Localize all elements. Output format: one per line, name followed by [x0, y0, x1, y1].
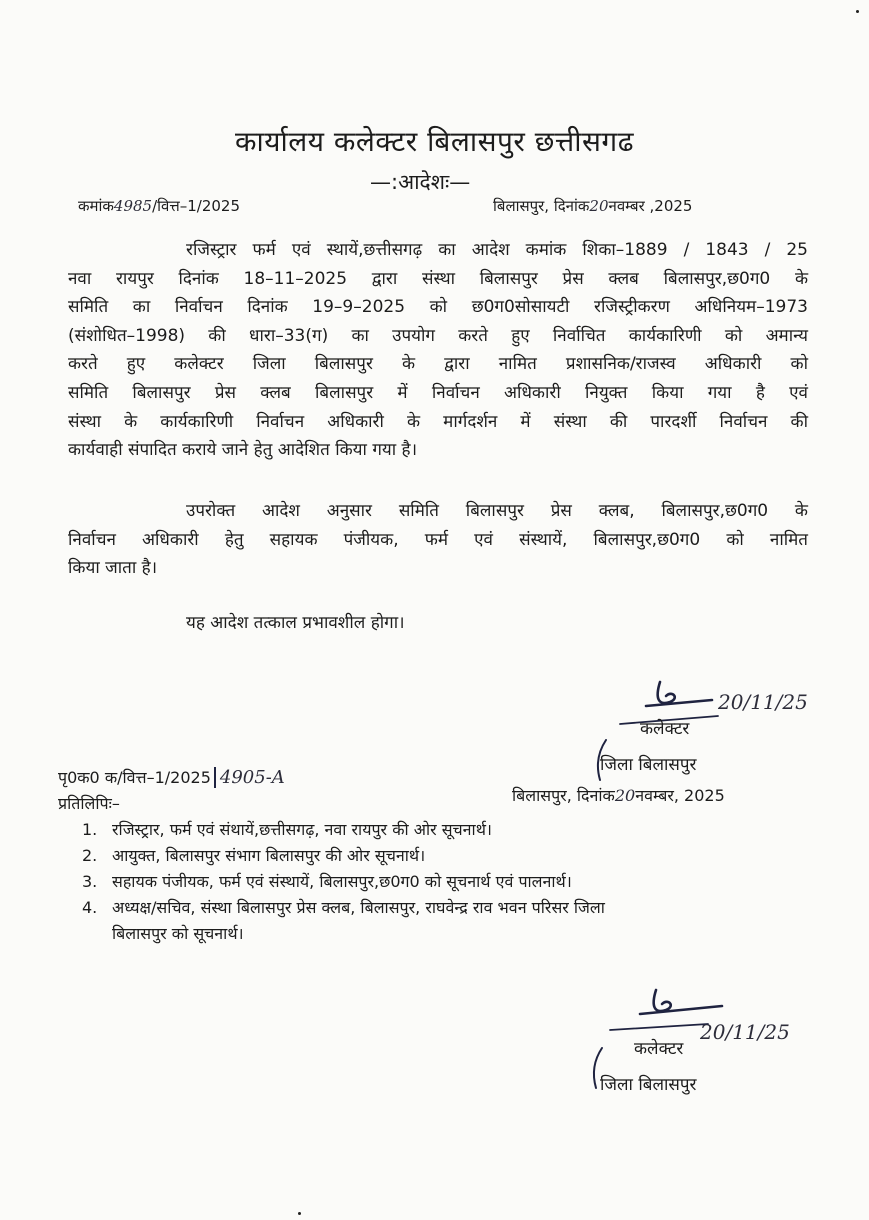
list-item-number: 2. [82, 846, 98, 865]
list-item-text: रजिस्ट्रार, फर्म एवं संथायें,छत्तीसगढ़, नवा रायपुर की ओर सूचनार्थ। [112, 820, 492, 839]
reference-suffix: /वित्त–1/2025 [152, 197, 241, 215]
copy-list [82, 817, 605, 947]
paragraph-3: यह आदेश तत्काल प्रभावशील होगा। [186, 613, 405, 633]
endorsement-date [512, 784, 725, 806]
date-handwritten-day: 20 [589, 197, 609, 215]
endorsement-date-suffix: नवम्बर, 2025 [635, 786, 725, 805]
list-item-number: 1. [82, 820, 98, 839]
signature-2-handwritten-date: 20/11/25 [700, 1020, 790, 1044]
list-item [82, 869, 605, 895]
paragraph-2-line: उपरोक्त आदेश अनुसार समिति बिलासपुर प्रेस क्लब, बिलासपुर,छ0ग0 के [186, 501, 808, 521]
list-item-number: 4. [82, 898, 98, 917]
signature-2-district: जिला बिलासपुर [600, 1075, 697, 1095]
paragraph-1-line: कार्यवाही संपादित कराये जाने हेतु आदेशित किया गया है। [68, 440, 418, 461]
date-suffix: नवम्बर ,2025 [608, 197, 693, 215]
copy-label: प्रतिलिपिः– [58, 794, 120, 813]
paragraph-1-line: समिति बिलासपुर प्रेस क्लब बिलासपुर में निर्वाचन अधिकारी नियुक्त किया गया है एवं [68, 382, 808, 403]
office-title: कार्यालय कलेक्टर बिलासपुर छत्तीसगढ [235, 125, 634, 158]
paragraph-1-line: समिति का निर्वाचन दिनांक 19–9–2025 को छ0ग0सोसायटी रजिस्ट्रीकरण अधिनियम–1973 [68, 297, 808, 318]
paragraph-1-line: (संशोधित–1998) की धारा–33(ग) का उपयोग करते हुए निर्वाचित कार्यकारिणी को अमान्य [68, 325, 808, 346]
signature-2-tick [588, 1046, 608, 1090]
list-item-continuation: बिलासपुर को सूचनार्थ। [112, 924, 244, 943]
endorsement-ref-handwritten: 4905-A [214, 767, 285, 788]
list-item-number: 3. [82, 872, 98, 891]
paragraph-1-line: रजिस्ट्रार फर्म एवं स्थायें,छत्तीसगढ़ का आदेश कमांक शिका–1889 / 1843 / 25 [186, 240, 808, 260]
signature-1-district: जिला बिलासपुर [600, 755, 697, 775]
endorsement-date-prefix: बिलासपुर, दिनांक [512, 786, 615, 805]
list-item-text: सहायक पंजीयक, फर्म एवं संस्थायें, बिलासपुर,छ0ग0 को सूचनार्थ एवं पालनार्थ। [112, 872, 572, 891]
paragraph-2-line: निर्वाचन अधिकारी हेतु सहायक पंजीयक, फर्म एवं संस्थायें, बिलासपुर,छ0ग0 को नामित [68, 529, 808, 550]
endorsement-reference [58, 766, 285, 788]
paragraph-1-line: करते हुए कलेक्टर जिला बिलासपुर के द्वारा नामित प्रशासनिक/राजस्व अधिकारी को [68, 354, 808, 375]
date-prefix: बिलासपुर, दिनांक [493, 197, 590, 215]
endorsement-date-handwritten-day: 20 [614, 786, 636, 805]
reference-number [78, 196, 240, 216]
list-item [82, 895, 605, 947]
paragraph-1-line: नवा रायपुर दिनांक 18–11–2025 द्वारा संस्था बिलासपुर प्रेस क्लब बिलासपुर,छ0ग0 के [68, 268, 808, 289]
reference-prefix: कमांक [78, 197, 114, 215]
paragraph-1 [68, 236, 808, 465]
edge-mark [298, 1212, 301, 1215]
paragraph-1-line: संस्था के कार्यकारिणी निर्वाचन अधिकारी के मार्गदर्शन में संस्था की पारदर्शी निर्वाचन की [68, 411, 808, 432]
list-item-text: अध्यक्ष/सचिव, संस्था बिलासपुर प्रेस क्लब, बिलासपुर, राघवेन्द्र राव भवन परिसर जिला [112, 898, 605, 917]
list-item-text: आयुक्त, बिलासपुर संभाग बिलासपुर की ओर सूचनार्थ। [112, 846, 426, 865]
signature-2-designation: कलेक्टर [634, 1039, 684, 1059]
paragraph-2 [68, 497, 808, 583]
list-item [82, 843, 605, 869]
signature-1-handwritten-date: 20/11/25 [718, 690, 808, 714]
order-heading: —:आदेशः— [370, 170, 471, 194]
endorsement-ref-prefix: पृ0क0 क/वित्त–1/2025 [58, 768, 211, 787]
edge-mark [856, 10, 859, 13]
paragraph-2-line: किया जाता है। [68, 558, 158, 579]
list-item [82, 817, 605, 843]
reference-handwritten-number: 4985 [113, 197, 153, 215]
issue-date [493, 196, 692, 216]
signature-1-tick [592, 738, 612, 782]
signature-1-designation: कलेक्टर [640, 719, 690, 739]
